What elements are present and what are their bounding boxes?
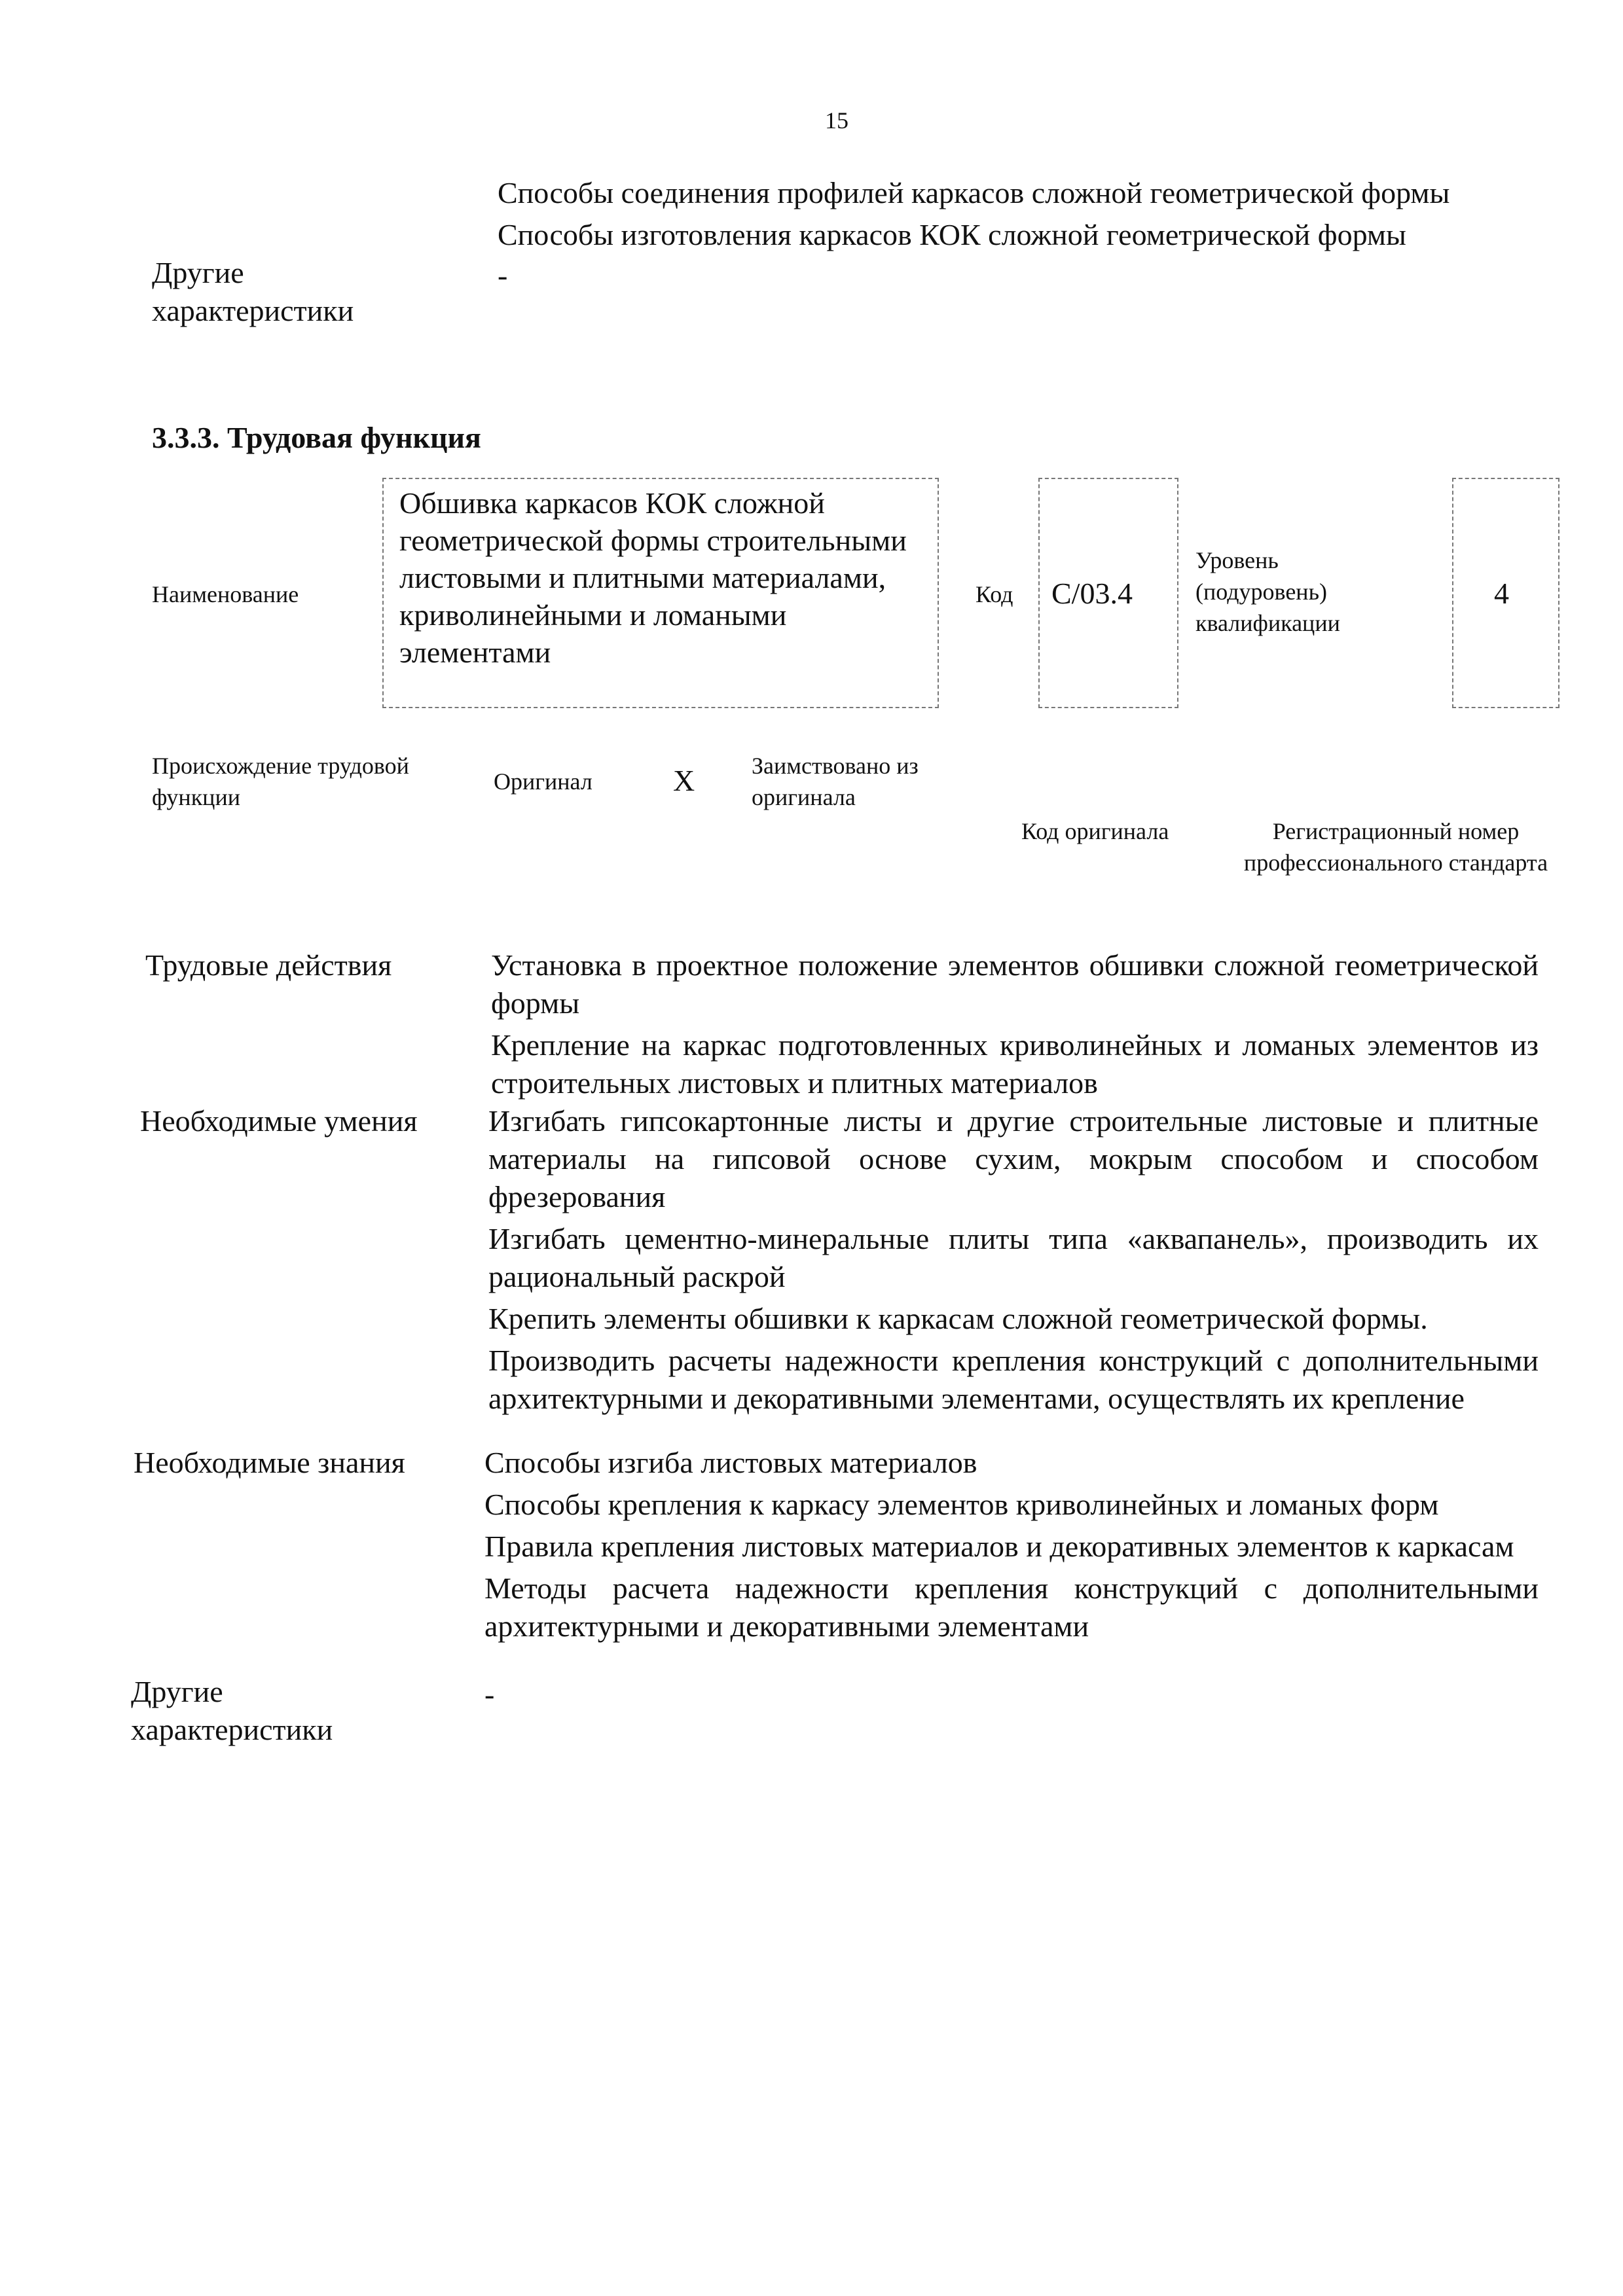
actions-item: Установка в проектное положение элементов обшивки сложной геометрической формы [491, 948, 1539, 1020]
level-value: 4 [1494, 577, 1509, 610]
skills-item: Крепить элементы обшивки к каркасам сложной геометрической формы. [488, 1302, 1428, 1335]
actions-item: Крепление на каркас подготовленных криволинейных и ломаных элементов из строительных листовых и плитных материалов [491, 1028, 1539, 1100]
name-value: Обшивка каркасов КОК сложной геометрической формы строительными листовыми и плитными материалами, криволинейными и ломаными элементами [399, 486, 907, 669]
skills-item: Изгибать цементно-минеральные плиты типа «аквапанель», производить их рациональный раскрой [488, 1222, 1539, 1293]
prev-knowledge-list [498, 174, 1545, 258]
original-label: Оригинал [494, 768, 593, 795]
reg-number-label: Регистрационный номер профессионального стандарта [1243, 818, 1548, 876]
skills-item: Изгибать гипсокартонные листы и другие строительные листовые и плитные материалы на гипсовой основе сухим, мокрым способом и способом фрезерования [488, 1104, 1539, 1213]
knowledge-item: Правила крепления листовых материалов и декоративных элементов к каркасам [484, 1530, 1514, 1563]
prev-knowledge-item: Способы соединения профилей каркасов сложной геометрической формы [498, 176, 1450, 209]
actions-list [491, 946, 1539, 1106]
knowledge-item: Методы расчета надежности крепления конструкций с дополнительными архитектурными и декоративными элементами [484, 1571, 1539, 1643]
knowledge-item: Способы крепления к каркасу элементов криволинейных и ломаных форм [484, 1488, 1439, 1521]
skills-item: Производить расчеты надежности крепления конструкций с дополнительными архитектурными и декоративными элементами, осуществлять их крепление [488, 1344, 1539, 1415]
page-number: 15 [825, 107, 848, 134]
section-heading: 3.3.3. Трудовая функция [152, 421, 481, 454]
level-label: Уровень (подуровень) квалификации [1195, 547, 1340, 636]
skills-list [488, 1102, 1539, 1422]
original-mark: X [673, 764, 695, 797]
knowledge-item: Способы изгиба листовых материалов [484, 1446, 977, 1479]
prev-knowledge-item: Способы изготовления каркасов КОК сложной геометрической формы [498, 218, 1406, 251]
other-label: Другие характеристики [131, 1675, 333, 1746]
prev-other-label: Другие характеристики [152, 256, 354, 327]
other-value: - [484, 1677, 495, 1711]
actions-label: Трудовые действия [145, 948, 392, 982]
knowledge-label: Необходимые знания [134, 1446, 405, 1479]
skills-label: Необходимые умения [140, 1104, 418, 1138]
code-original-label: Код оригинала [1021, 818, 1169, 844]
name-label: Наименование [152, 581, 299, 607]
code-label: Код [976, 581, 1013, 607]
prev-other-value: - [498, 259, 508, 292]
borrowed-label: Заимствовано из оригинала [752, 753, 919, 810]
origin-label: Происхождение трудовой функции [152, 753, 409, 810]
code-value: C/03.4 [1051, 577, 1133, 610]
knowledge-list [484, 1444, 1539, 1649]
